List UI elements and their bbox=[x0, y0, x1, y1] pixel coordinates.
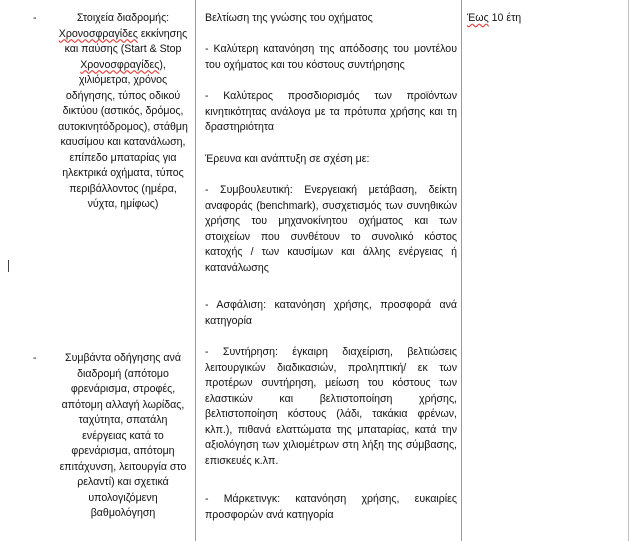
spell-flagged-word: Χρονοσφραγίδες bbox=[80, 58, 160, 71]
purpose-paragraph: - Συντήρηση: έγκαιρη διαχείριση, βελτιώσεις λειτουργικών διαδικασιών, προληπτική/ εκ των προτέρων συντήρηση, μείωση του κόστους των ελαστικών και βελτιστοποίηση χρήσης, βελτιστοποίηση κόστους (λάδι, τακάκια φρένων, κλπ.), πιθανά ελαττώματα της μπαταρίας, κατά την αξιολόγηση των χιλιομέτρων στη λήξη της σύμβασης, επισκευές κ.λπ. bbox=[205, 346, 457, 467]
spell-flagged-word: Έως bbox=[467, 12, 489, 24]
purpose-paragraph: - Ασφάλιση: κατανόηση χρήσης, προσφορά ανά κατηγορία bbox=[205, 299, 457, 327]
trip-data-title: Στοιχεία διαδρομής: bbox=[76, 12, 170, 24]
purpose-paragraph: - Καλύτερη κατανόηση της απόδοσης του μοντέλου του οχήματος και του κόστους συντήρησης bbox=[205, 43, 457, 71]
purpose-paragraph: - Μάρκετινγκ: κατανόηση χρήσης, ευκαιρίες προσφορών ανά κατηγορία bbox=[205, 493, 457, 521]
retention-text: 10 έτη bbox=[488, 12, 522, 24]
table-border bbox=[628, 0, 629, 541]
column-divider bbox=[195, 0, 196, 541]
purpose-heading: Βελτίωση της γνώσης του οχήματος bbox=[205, 12, 373, 24]
bullet-dash: - bbox=[33, 352, 37, 364]
spell-flagged-word: Χρονοσφραγίδες bbox=[58, 27, 138, 40]
data-item-events bbox=[57, 351, 189, 522]
retention-period bbox=[467, 11, 521, 27]
purpose-paragraph: - Καλύτερος προσδιορισμός των προϊόντων κινητικότητας ανάλογα με τα πρότυπα χρήσης και τη δραστηριότητα bbox=[205, 90, 457, 133]
purpose-paragraph: - Συμβουλευτική: Ενεργειακή μετάβαση, δείκτη αναφοράς (benchmark), συσχετισμός των συνηθικών χρήσης του μηχανοκίνητου οχήματος και των στοιχείων που συνθέτουν το συνολικό κόστος κατοχής / των καυσίμων και άλλης ενέργειας ή κατανάλωσης bbox=[205, 184, 457, 274]
trip-data-text: εκκίνησης και παύσης (Start & Stop bbox=[64, 27, 188, 55]
data-item-trip bbox=[57, 11, 189, 213]
purpose-subheading: Έρευνα και ανάπτυξη σε σχέση με: bbox=[205, 153, 370, 165]
driving-events-text: Συμβάντα οδήγησης ανά διαδρομή (απότομο φρενάρισμα, στροφές, απότομη αλλαγή λωρίδας, ταχύτητα, σπατάλη ενέργειας κατά το φρενάρισμα, απότομη επιτάχυνση, λειτουργία στο ρελαντί) και σχετικά υπολογιζόμενη βαθμολόγηση bbox=[59, 352, 187, 519]
trip-data-text: ), χιλιόμετρα, χρόνος οδήγησης, τύπος οδικού δικτύου (αστικός, δρόμος, αυτοκινητόδρομος), στάθμη καυσίμου και κατανάλωση, επίπεδο μπαταρίας για ηλεκτρικά οχήματα, τύπος περιβάλλοντος (ημέρα, νύχτα, ημίφως) bbox=[58, 58, 188, 210]
bullet-dash: - bbox=[33, 12, 37, 24]
text-cursor bbox=[8, 260, 9, 272]
column-divider bbox=[461, 0, 462, 541]
